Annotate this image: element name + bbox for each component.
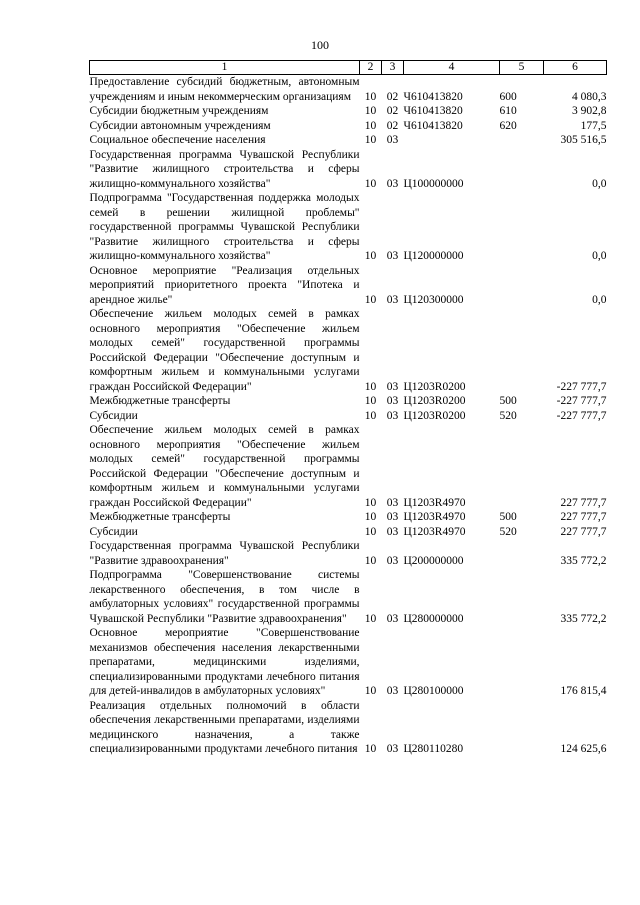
row-target-article: Ц280110280 bbox=[403, 743, 464, 755]
row-amount: 0,0 bbox=[592, 250, 607, 262]
row-subsection: 03 bbox=[386, 395, 399, 407]
row-target-article: Ц200000000 bbox=[403, 554, 464, 567]
row-amount: 124 625,6 bbox=[560, 743, 607, 755]
row-expense-type bbox=[500, 264, 544, 308]
table-row bbox=[90, 104, 607, 119]
row-expense-type: 610 bbox=[499, 105, 517, 117]
row-expense-type bbox=[500, 148, 544, 192]
row-subsection: 03 bbox=[386, 685, 399, 697]
row-subsection: 03 bbox=[386, 511, 399, 523]
table-row bbox=[90, 525, 607, 540]
row-subsection: 03 bbox=[386, 496, 399, 509]
row-expense-type: 520 bbox=[499, 409, 517, 422]
row-amount: 3 902,8 bbox=[572, 105, 607, 117]
row-amount: -227 777,7 bbox=[556, 395, 607, 407]
row-name: Социальное обеспечение населения bbox=[89, 134, 266, 146]
row-expense-type: 520 bbox=[499, 525, 517, 538]
budget-table bbox=[89, 60, 607, 757]
row-section: 10 bbox=[364, 134, 377, 146]
row-expense-type bbox=[500, 568, 544, 626]
row-subsection: 03 bbox=[386, 612, 399, 625]
header-row bbox=[90, 61, 607, 75]
row-section: 10 bbox=[364, 177, 377, 190]
table-row bbox=[90, 75, 607, 105]
table-row bbox=[90, 133, 607, 148]
header-col-5: 5 bbox=[500, 61, 544, 75]
row-amount: 4 080,3 bbox=[572, 90, 607, 103]
row-subsection: 03 bbox=[386, 293, 399, 306]
header-col-1: 1 bbox=[90, 61, 360, 75]
row-name: Основное мероприятие "Совершенствование механизмов обеспечения населения лекарственными препаратами, медицинскими изделиями, специализированными продуктами лечебного питания для детей-инвалидов в амбулаторных условиях" bbox=[89, 627, 360, 697]
row-target-article: Ц100000000 bbox=[403, 177, 464, 190]
page-number: 100 bbox=[311, 38, 329, 52]
row-subsection: 03 bbox=[386, 554, 399, 567]
row-target-article: Ц120300000 bbox=[403, 293, 464, 306]
row-name: Субсидии автономным учреждениям bbox=[89, 119, 271, 132]
row-amount: 0,0 bbox=[592, 293, 607, 306]
row-target-article: Ц1203R4970 bbox=[403, 496, 466, 509]
row-amount: 177,5 bbox=[580, 119, 607, 132]
row-section: 10 bbox=[364, 250, 377, 262]
row-name: Межбюджетные трансферты bbox=[89, 395, 231, 407]
row-name: Субсидии bbox=[89, 409, 138, 422]
row-subsection: 03 bbox=[386, 409, 399, 422]
table-row bbox=[90, 568, 607, 626]
row-section: 10 bbox=[364, 525, 377, 538]
row-name: Подпрограмма "Совершенствование системы лекарственного обеспечения, в том числе в амбулаторных условиях" государственной программы Чувашской Республики "Развитие здравоохранения" bbox=[89, 569, 360, 625]
table-row bbox=[90, 394, 607, 409]
row-expense-type bbox=[500, 133, 544, 148]
table-row bbox=[90, 148, 607, 192]
row-section: 10 bbox=[364, 119, 377, 132]
row-expense-type bbox=[500, 307, 544, 394]
table-header bbox=[90, 61, 607, 75]
row-target-article: Ч610413820 bbox=[403, 105, 463, 117]
row-name: Межбюджетные трансферты bbox=[89, 511, 231, 523]
row-target-article bbox=[404, 133, 500, 148]
table-row bbox=[90, 191, 607, 264]
row-expense-type bbox=[500, 191, 544, 264]
row-section: 10 bbox=[364, 685, 377, 697]
row-name: Государственная программа Чувашской Республики "Развитие здравоохранения" bbox=[89, 540, 360, 567]
header-col-4: 4 bbox=[404, 61, 500, 75]
header-col-3: 3 bbox=[382, 61, 404, 75]
table-row bbox=[90, 423, 607, 510]
table-row bbox=[90, 409, 607, 424]
row-amount: 0,0 bbox=[592, 177, 607, 190]
row-section: 10 bbox=[364, 554, 377, 567]
row-section: 10 bbox=[364, 496, 377, 509]
table-row bbox=[90, 539, 607, 568]
row-amount: 227 777,7 bbox=[560, 511, 607, 523]
row-target-article: Ц280100000 bbox=[403, 685, 464, 697]
row-section: 10 bbox=[364, 743, 377, 755]
row-amount: -227 777,7 bbox=[556, 409, 607, 422]
row-expense-type: 500 bbox=[499, 395, 517, 407]
row-expense-type bbox=[500, 539, 544, 568]
table-row bbox=[90, 510, 607, 525]
row-target-article: Ц1203R4970 bbox=[403, 525, 466, 538]
row-target-article: Ц1203R0200 bbox=[403, 395, 466, 407]
row-section: 10 bbox=[364, 612, 377, 625]
row-target-article: Ч610413820 bbox=[403, 119, 463, 132]
row-name: Предоставление субсидий бюджетным, автономным учреждениям и иным некоммерческим организациям bbox=[89, 76, 360, 103]
row-subsection: 02 bbox=[386, 90, 399, 103]
row-amount: 305 516,5 bbox=[560, 134, 607, 146]
row-name: Субсидии bbox=[89, 525, 138, 538]
row-subsection: 02 bbox=[386, 119, 399, 132]
table-row bbox=[90, 119, 607, 134]
row-subsection: 03 bbox=[386, 134, 399, 146]
row-section: 10 bbox=[364, 90, 377, 103]
row-subsection: 03 bbox=[386, 380, 399, 393]
row-name: Обеспечение жильем молодых семей в рамках основного мероприятия "Обеспечение жильем молодых семей" государственной программы Российской Федерации "Обеспечение доступным и комфортным жильем и коммунальными услугами граждан Российской Федерации" bbox=[89, 308, 360, 393]
row-name: Государственная программа Чувашской Республики "Развитие жилищного строительства и сферы жилищно-коммунального хозяйства" bbox=[89, 148, 360, 190]
row-expense-type bbox=[500, 626, 544, 699]
header-col-2: 2 bbox=[360, 61, 382, 75]
table-row bbox=[90, 264, 607, 308]
row-subsection: 02 bbox=[386, 105, 399, 117]
row-target-article: Ч610413820 bbox=[403, 90, 463, 103]
row-section: 10 bbox=[364, 105, 377, 117]
header-col-6: 6 bbox=[544, 61, 607, 75]
row-amount: 335 772,2 bbox=[560, 612, 607, 625]
row-target-article: Ц1203R0200 bbox=[403, 380, 466, 393]
row-subsection: 03 bbox=[386, 250, 399, 262]
row-section: 10 bbox=[364, 380, 377, 393]
row-target-article: Ц1203R4970 bbox=[403, 511, 466, 523]
row-section: 10 bbox=[364, 409, 377, 422]
row-expense-type bbox=[500, 699, 544, 757]
row-target-article: Ц120000000 bbox=[403, 250, 464, 262]
row-expense-type bbox=[500, 423, 544, 510]
row-target-article: Ц1203R0200 bbox=[403, 409, 466, 422]
table-row bbox=[90, 626, 607, 699]
row-amount: 227 777,7 bbox=[560, 525, 607, 538]
table-row bbox=[90, 307, 607, 394]
row-amount: 227 777,7 bbox=[560, 496, 607, 509]
row-subsection: 03 bbox=[386, 177, 399, 190]
row-name: Реализация отдельных полномочий в области обеспечения лекарственными препаратами, изделиями медицинского назначения, а также специализированными продуктами лечебного питания bbox=[89, 699, 360, 755]
row-name: Субсидии бюджетным учреждениям bbox=[89, 105, 269, 117]
table-row bbox=[90, 699, 607, 757]
row-target-article: Ц280000000 bbox=[403, 612, 464, 625]
row-name: Подпрограмма "Государственная поддержка молодых семей в решении жилищной проблемы" государственной программы Чувашской Республики "Развитие жилищного строительства и сферы жилищно-коммунального хозяйства" bbox=[89, 192, 360, 262]
row-expense-type: 600 bbox=[499, 90, 517, 103]
row-subsection: 03 bbox=[386, 743, 399, 755]
row-name: Обеспечение жильем молодых семей в рамках основного мероприятия "Обеспечение жильем молодых семей" государственной программы Российской Федерации "Обеспечение доступным и комфортным жильем и коммунальными услугами граждан Российской Федерации" bbox=[89, 424, 360, 509]
row-name: Основное мероприятие "Реализация отдельных мероприятий приоритетного проекта "Ипотека и арендное жилье" bbox=[89, 264, 360, 306]
row-amount: 335 772,2 bbox=[560, 554, 607, 567]
row-amount: -227 777,7 bbox=[556, 380, 607, 393]
row-amount: 176 815,4 bbox=[560, 685, 607, 697]
row-section: 10 bbox=[364, 511, 377, 523]
row-expense-type: 500 bbox=[499, 511, 517, 523]
row-section: 10 bbox=[364, 293, 377, 306]
row-expense-type: 620 bbox=[499, 119, 517, 132]
row-section: 10 bbox=[364, 395, 377, 407]
table-body bbox=[90, 75, 607, 757]
row-subsection: 03 bbox=[386, 525, 399, 538]
